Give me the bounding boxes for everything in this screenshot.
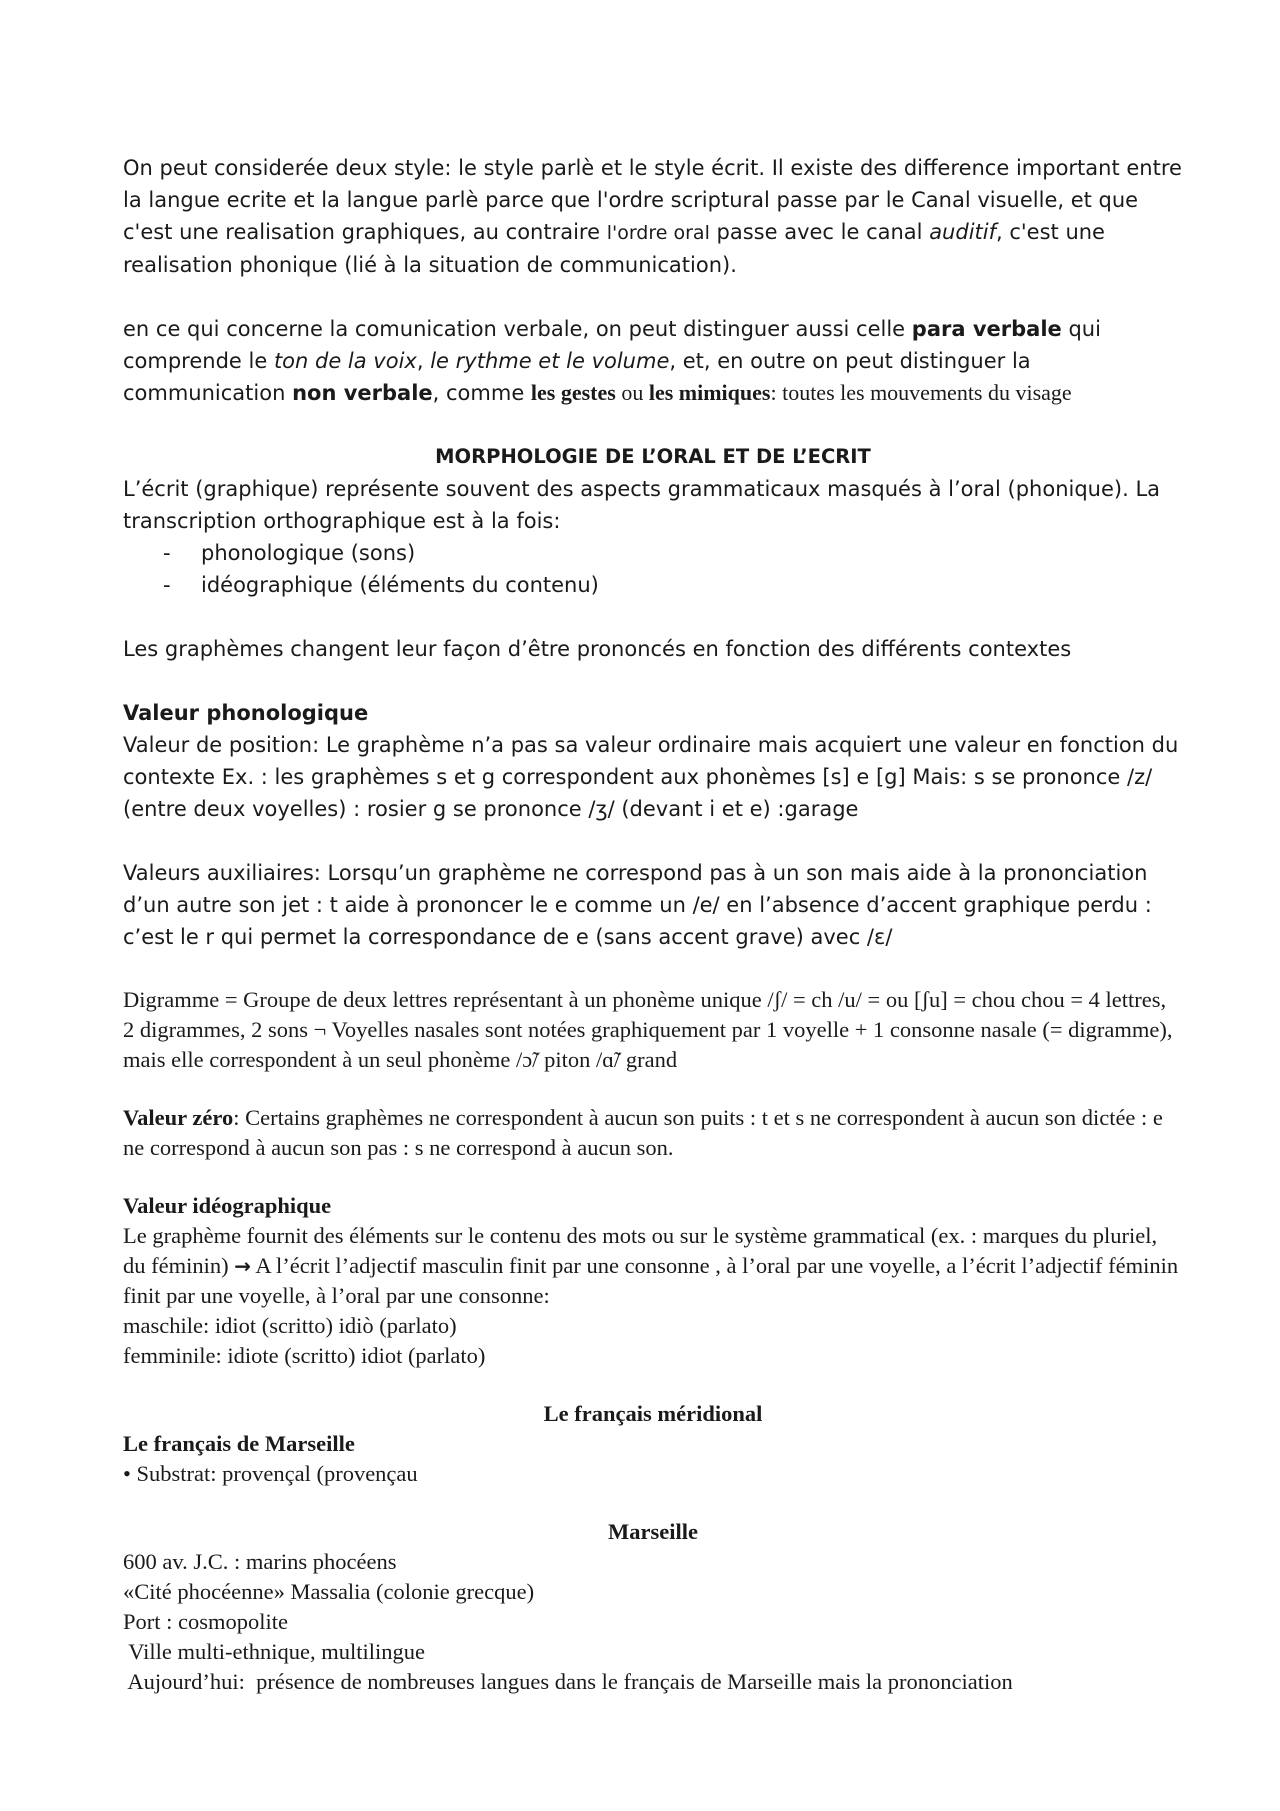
paragraph-ideographique <box>123 1221 1183 1311</box>
line-femminile: femminile: idiote (scritto) idiot (parlato) <box>123 1343 486 1368</box>
subheading-francais-marseille: Le français de Marseille <box>123 1431 355 1456</box>
section-heading-marseille: Marseille <box>608 1519 698 1544</box>
paragraph-text: On peut considerée deux style: le style parlè et le style écrit. Il existe des difference important entre la langue ecrite et la langue parlè parce que l'ordre scriptural passe par le Canal visuelle, et que c'est une realisation graphiques, au contraire <box>123 156 1182 244</box>
list-item: - idéographique (éléments du contenu) <box>163 573 599 597</box>
paragraph-text: en ce qui concerne la comunication verbale, on peut distinguer aussi celle <box>123 317 912 341</box>
paragraph-valeur-zero <box>123 1103 1183 1163</box>
paragraph-valeurs-auxiliaires: Valeurs auxiliaires: Lorsqu’un graphème ne correspond pas à un son mais aide à la prononciation d’un autre son jet : t aide à prononcer le e comme un /e/ en l’absence d’accent graphique perdu : c’est le r qui permet la correspondance de e (sans accent grave) avec /ɛ/ <box>123 861 1152 949</box>
bold-text: les mimiques <box>648 380 771 405</box>
paragraph-text: , et, en outre on peut distinguer la communication <box>123 349 1031 405</box>
line-marseille: Ville multi-ethnique, multilingue <box>123 1639 425 1664</box>
bold-text: para verbale <box>911 317 1062 341</box>
italic-text: auditif <box>929 220 996 244</box>
line-maschile: maschile: idiot (scritto) idiò (parlato) <box>123 1313 457 1338</box>
subheading-valeur-phonologique: Valeur phonologique <box>123 701 369 725</box>
paragraph-text: , c'est une realisation phonique (lié à la situation de communication). <box>123 220 1105 277</box>
line-marseille: 600 av. J.C. : marins phocéens <box>123 1549 397 1574</box>
line-marseille: Port : cosmopolite <box>123 1609 288 1634</box>
paragraph-text: passe avec le canal <box>709 220 930 244</box>
line-marseille: Aujourd’hui: présence de nombreuses langues dans le français de Marseille mais la prononciation <box>123 1669 1013 1694</box>
italic-text: le rythme et le volume <box>430 349 670 373</box>
paragraph-styles <box>123 152 1183 281</box>
bold-text: Valeur zéro <box>123 1105 234 1130</box>
line-substrat: • Substrat: provençal (provençau <box>123 1461 418 1486</box>
italic-text: ton de la voix <box>273 349 417 373</box>
bold-text: non verbale <box>292 381 433 405</box>
paragraph-text: , <box>416 349 431 373</box>
paragraph-text: l'ordre oral <box>606 222 710 244</box>
paragraph-text: qui comprende le <box>123 317 1101 373</box>
paragraph-text: : Certains graphèmes ne correspondent à aucun son puits : t et s ne correspondent à aucun son dictée : e ne correspond à aucun son pas : s ne correspond à aucun son. <box>123 1105 1163 1160</box>
line-marseille: «Cité phocéenne» Massalia (colonie grecque) <box>123 1579 535 1604</box>
paragraph-valeur-position: Valeur de position: Le graphème n’a pas sa valeur ordinaire mais acquiert une valeur en fonction du contexte Ex. : les graphèmes s et g correspondent aux phonèmes [s] e [g] Mais: s se prononce /z/ (entre deux voyelles) : rosier g se prononce /ʒ/ (devant i et e) :garage <box>123 733 1179 821</box>
paragraph-text: ou <box>615 380 649 405</box>
section-heading-francais-meridional: Le français méridional <box>543 1401 763 1426</box>
subheading-valeur-ideographique: Valeur idéographique <box>123 1193 332 1218</box>
paragraph-text: A l’écrit l’adjectif masculin finit par une consonne , à l’oral par une voyelle, a l’écrit l’adjectif féminin finit par une voyelle, à l’oral par une consonne: <box>123 1253 1179 1308</box>
paragraph-text: Le graphème fournit des éléments sur le contenu des mots ou sur le système grammatical (ex. : marques du pluriel, du féminin) <box>123 1223 1158 1278</box>
paragraph-text: , comme <box>432 381 531 405</box>
arrow-right-icon: → <box>234 1254 251 1278</box>
paragraph-graphemes: Les graphèmes changent leur façon d’être prononcés en fonction des différents contextes <box>123 637 1072 661</box>
paragraph-digramme: Digramme = Groupe de deux lettres représentant à un phonème unique /ʃ/ = ch /u/ = ou [ʃu] = chou chou = 4 lettres, 2 digrammes, 2 sons ¬ Voyelles nasales sont notées graphiquement par 1 voyelle + 1 consonne nasale (= digramme), mais elle correspondent à un seul phonème /ɔ̃/ piton /ɑ̃/ grand <box>123 987 1173 1072</box>
list-transcription <box>123 537 1183 601</box>
bold-text: les gestes <box>530 380 616 405</box>
paragraph-text: : toutes les mouvements du visage <box>770 380 1072 405</box>
document-page <box>123 152 1183 1697</box>
paragraph-communication <box>123 313 1183 409</box>
section-heading-morphologie: MORPHOLOGIE DE L’ORAL ET DE L’ECRIT <box>435 445 871 468</box>
list-item: - phonologique (sons) <box>163 541 416 565</box>
paragraph-ecrit: L’écrit (graphique) représente souvent des aspects grammaticaux masqués à l’oral (phonique). La transcription orthographique est à la fois: <box>123 477 1161 533</box>
